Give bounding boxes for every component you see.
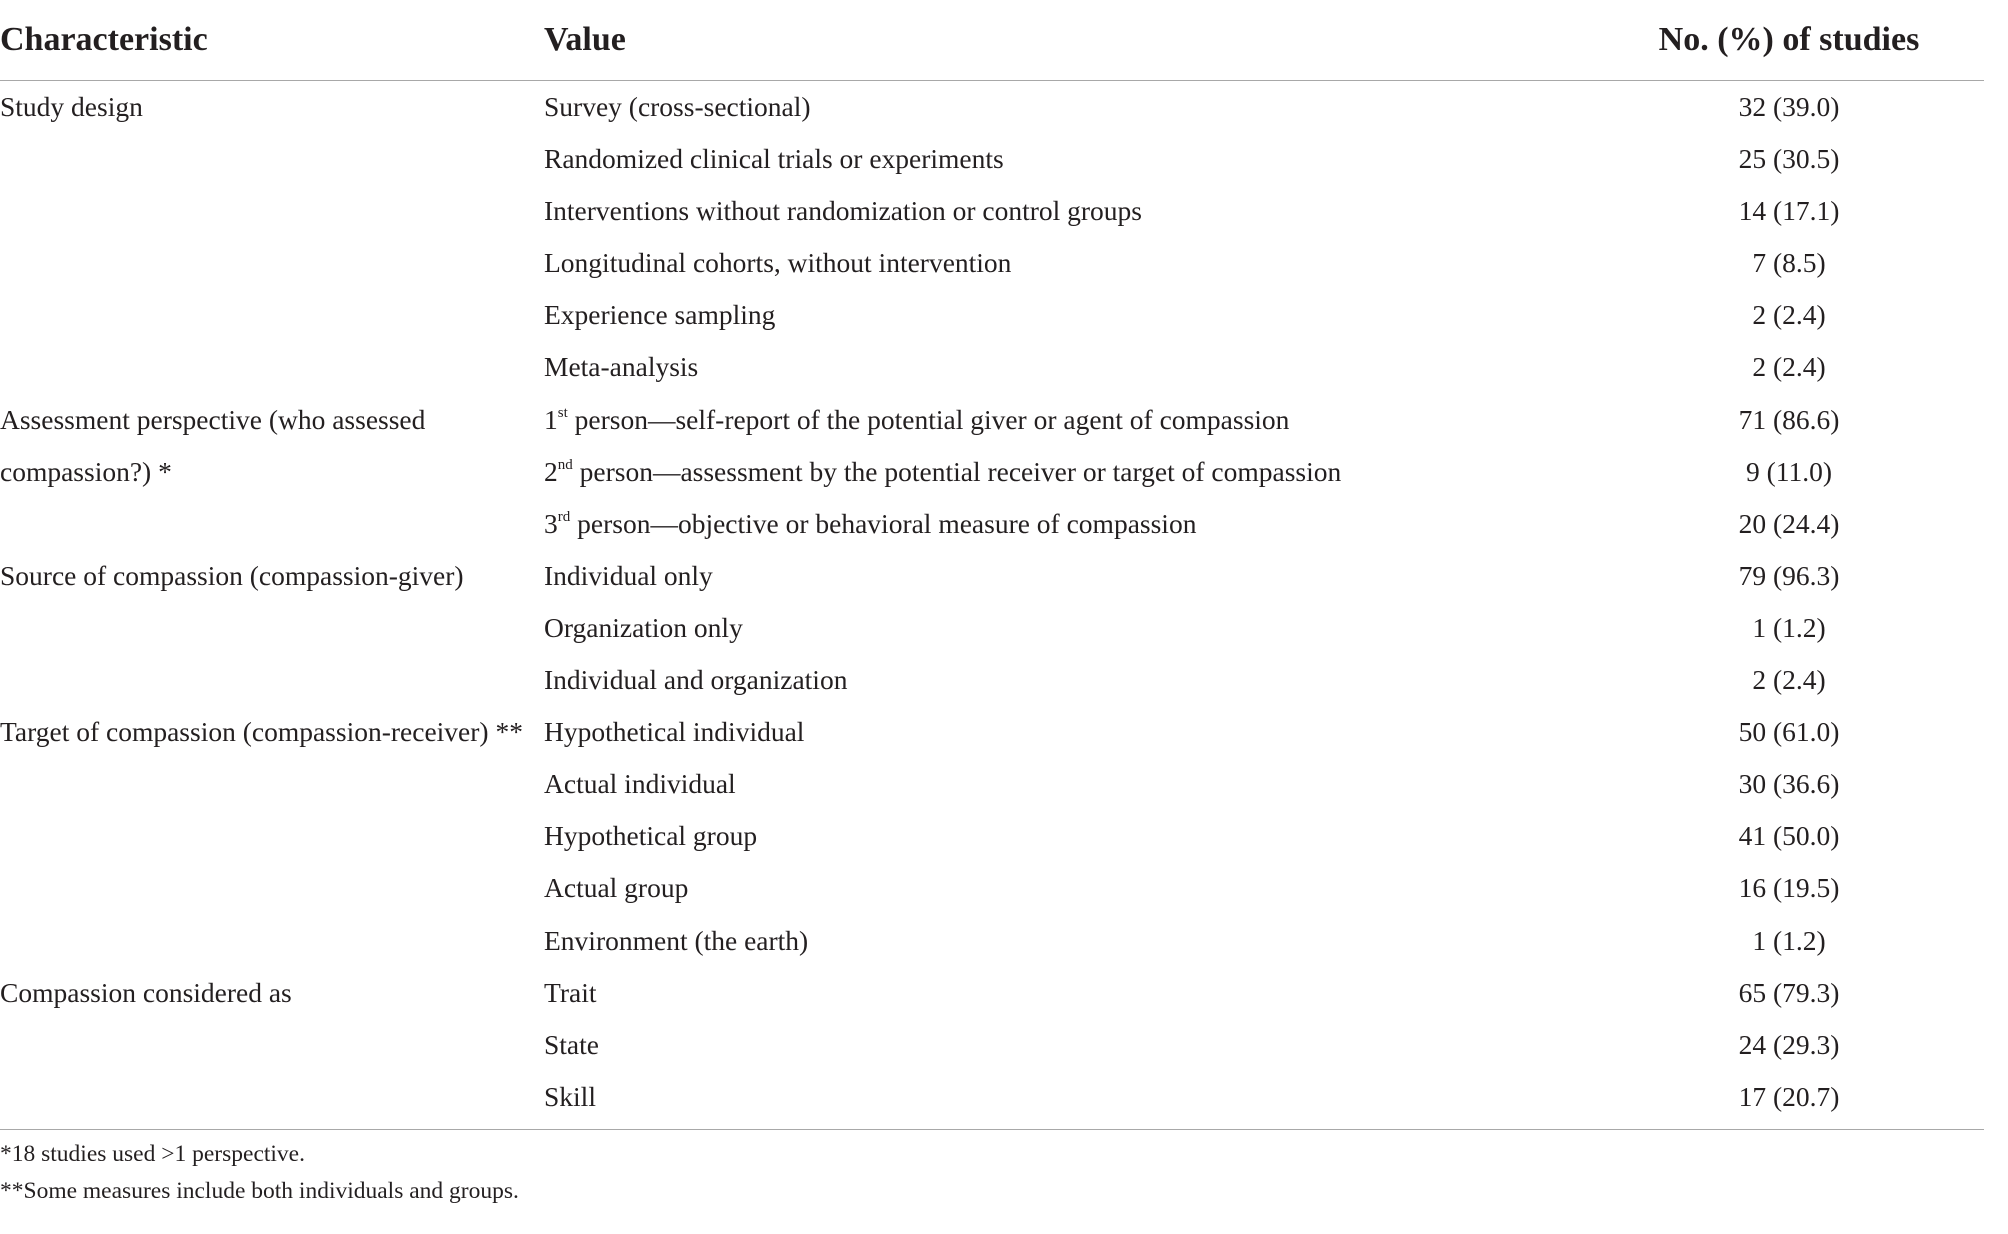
count-cell: 32 (39.0) <box>1738 91 1840 122</box>
value-cell <box>544 446 1594 498</box>
footnote: *18 studies used >1 perspective. <box>0 1140 305 1167</box>
count-cell: 16 (19.5) <box>1738 872 1840 904</box>
value-cell: Environment (the earth) <box>544 924 809 956</box>
table-header-row <box>0 0 1984 81</box>
value-cell: Randomized clinical trials or experiments <box>544 143 1004 175</box>
characteristic-cell: Compassion considered as <box>0 976 292 1008</box>
value-cell: Individual and organization <box>544 664 848 696</box>
value-cell: Experience sampling <box>544 299 776 331</box>
count-cell: 24 (29.3) <box>1738 1028 1840 1060</box>
value-cell: Actual individual <box>544 768 736 800</box>
value-ordinal: 3 <box>544 507 558 539</box>
value-cell: Hypothetical group <box>544 820 758 852</box>
characteristic-cell: Target of compassion (compassion-receiver) ** <box>0 716 523 748</box>
count-cell: 25 (30.5) <box>1738 143 1840 175</box>
characteristic-cell: Study design <box>0 91 143 122</box>
value-cell: Longitudinal cohorts, without intervention <box>544 247 1012 279</box>
count-cell: 50 (61.0) <box>1738 716 1840 748</box>
value-cell: Organization only <box>544 611 743 643</box>
value-ordinal: 1 <box>544 403 558 435</box>
count-cell: 7 (8.5) <box>1752 247 1826 279</box>
count-cell: 2 (2.4) <box>1752 299 1826 331</box>
table-footnotes <box>0 1130 1984 1210</box>
count-cell: 14 (17.1) <box>1738 195 1840 227</box>
count-cell: 1 (1.2) <box>1752 924 1826 956</box>
header-characteristic: Characteristic <box>0 0 544 81</box>
value-cell: Trait <box>544 976 597 1008</box>
value-cell <box>544 394 1594 446</box>
table-row <box>0 550 1984 602</box>
count-cell: 2 (2.4) <box>1752 664 1826 696</box>
header-count: No. (%) of studies <box>1594 0 1984 81</box>
value-cell: Individual only <box>544 559 713 591</box>
count-cell: 79 (96.3) <box>1738 559 1840 591</box>
value-cell: Hypothetical individual <box>544 716 805 748</box>
value-cell: Interventions without randomization or control groups <box>544 195 1143 227</box>
value-cell: Survey (cross-sectional) <box>544 91 811 122</box>
count-cell: 1 (1.2) <box>1752 611 1826 643</box>
count-cell: 71 (86.6) <box>1738 403 1840 435</box>
table-row <box>0 706 1984 758</box>
count-cell: 65 (79.3) <box>1738 976 1840 1008</box>
table-row <box>0 394 1984 446</box>
header-value: Value <box>544 0 1594 81</box>
value-text: person—self-report of the potential giver or agent of compassion <box>567 403 1290 435</box>
value-ordinal-suffix: rd <box>557 508 571 525</box>
value-ordinal: 2 <box>544 455 558 487</box>
characteristic-cell: Source of compassion (compassion-giver) <box>0 559 464 591</box>
footnote: **Some measures include both individuals and groups. <box>0 1177 519 1204</box>
table-row <box>0 81 1984 134</box>
count-cell: 41 (50.0) <box>1738 820 1840 852</box>
value-text: person—objective or behavioral measure of compassion <box>570 507 1197 539</box>
count-cell: 2 (2.4) <box>1752 351 1826 383</box>
value-cell: Meta-analysis <box>544 351 699 383</box>
value-ordinal-suffix: nd <box>557 456 573 473</box>
value-cell <box>544 498 1594 550</box>
value-cell: Skill <box>544 1080 596 1112</box>
table-row <box>0 967 1984 1019</box>
value-ordinal-suffix: st <box>557 404 568 421</box>
count-cell: 30 (36.6) <box>1738 768 1840 800</box>
value-cell: State <box>544 1028 599 1060</box>
count-cell: 17 (20.7) <box>1738 1080 1840 1112</box>
value-text: person—assessment by the potential receiver or target of compassion <box>572 455 1342 487</box>
value-cell: Actual group <box>544 872 689 904</box>
characteristic-cell: Assessment perspective (who assessed compassion?) * <box>0 403 426 487</box>
count-cell: 9 (11.0) <box>1745 455 1833 487</box>
count-cell: 20 (24.4) <box>1738 507 1840 539</box>
